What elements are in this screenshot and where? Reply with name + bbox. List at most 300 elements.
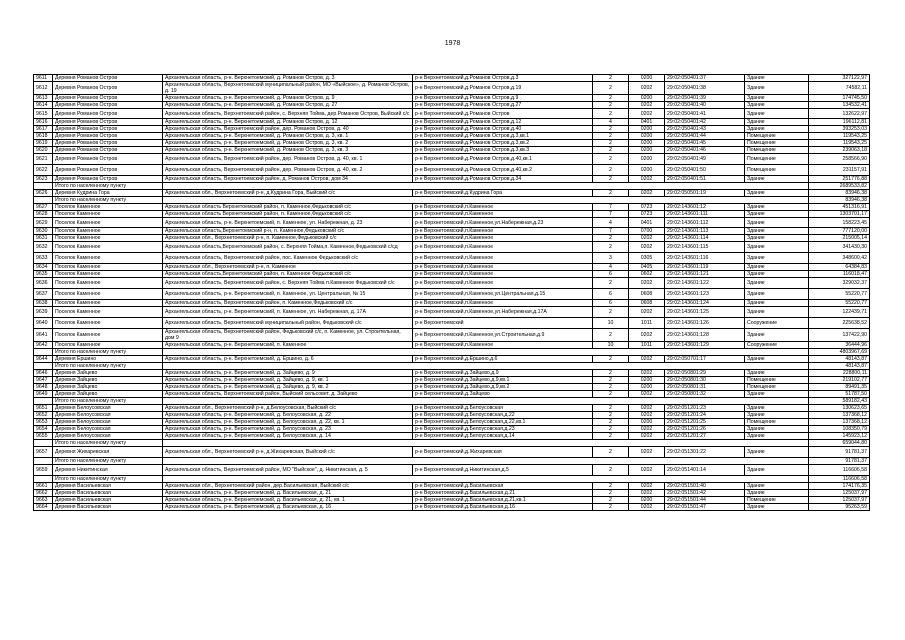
object-type: Помещение — [745, 377, 809, 384]
object-type: Помещение — [745, 154, 809, 165]
empty-cell — [163, 458, 809, 465]
full-address: Архангельская область, Верхнетоемский район, Выйский сельсовет, д. Зайцево — [163, 391, 413, 398]
table-row — [34, 147, 870, 154]
cadastral-value: 134532,41 — [809, 102, 870, 109]
full-address: Архангельская область, Верхнетоемский район, дер. Романов Остров, д. 40, кв. 1 — [163, 154, 413, 165]
cadastral-value: 55220,77 — [809, 300, 870, 307]
subgroup-code: 0202 — [629, 278, 665, 289]
locality-name: Деревня Кудрина Гора — [53, 190, 163, 197]
row-number: 9637 — [34, 289, 53, 300]
table-row — [34, 264, 870, 271]
subgroup-code: 0202 — [629, 412, 665, 419]
cadastral-value: 1303701,17 — [809, 211, 870, 218]
full-address: Архангельская область, р-н. Верхнетоемский, п. Каменное — [163, 342, 413, 349]
short-address: р-н Верхнетоемский,п.Каменное — [413, 278, 593, 289]
locality-name: Деревня Белоусовская — [53, 405, 163, 412]
row-number: 9634 — [34, 264, 53, 271]
table-row — [34, 490, 870, 497]
full-address: Архангельская область, Верхнетоемский район, дер. Романов Остров, д. 40 — [163, 126, 413, 133]
subgroup-code: 0202 — [629, 242, 665, 253]
table-row — [34, 218, 870, 228]
object-type: Здание — [745, 95, 809, 102]
cadastral-number: 29:02:143601:114 — [665, 235, 745, 242]
empty-cell — [34, 458, 53, 465]
object-type: Здание — [745, 82, 809, 95]
locality-name: Деревня Белоусовская — [53, 433, 163, 440]
table-row — [34, 95, 870, 102]
table-row — [34, 391, 870, 398]
subtotal-label: Итого по населенному пункту — [53, 476, 163, 483]
cadastral-value: 51787,50 — [809, 391, 870, 398]
row-number: 9651 — [34, 405, 53, 412]
cadastral-number: 29:02:051301:22 — [665, 447, 745, 458]
cadastral-number: 29:02:050401:44 — [665, 133, 745, 140]
subtotal-label: Итого по населенному пункту — [53, 440, 163, 447]
cadastral-number: 29:02:143601:112 — [665, 218, 745, 228]
locality-name: Деревня Васильевская — [53, 483, 163, 490]
cadastral-number: 29:02:143601:123 — [665, 289, 745, 300]
subgroup-code: 0200 — [629, 147, 665, 154]
object-type: Здание — [745, 218, 809, 228]
cadastral-value: 119543,25 — [809, 140, 870, 147]
short-address: р-н Верхнетоемский,д.Романов Остров,д.40,кв.1 — [413, 154, 593, 165]
object-type: Здание — [745, 126, 809, 133]
table-row — [34, 190, 870, 197]
short-address: р-н Верхнетоемский,д.Романов Остров,д.3,кв.2 — [413, 140, 593, 147]
object-type: Здание — [745, 412, 809, 419]
full-address: Архангельская область, р-н. Верхнетоемский, д. Зайцево, д. 9, кв. 1 — [163, 377, 413, 384]
short-address: р-н Верхнетоемский,д.Жихаревская — [413, 447, 593, 458]
table-row — [34, 133, 870, 140]
short-address: р-н Верхнетоемский,п.Каменное,ул.Набережная,д.17А — [413, 307, 593, 318]
object-type: Здание — [745, 102, 809, 109]
row-number: 9631 — [34, 235, 53, 242]
group-code: 4 — [593, 264, 629, 271]
cadastral-value: 130623,65 — [809, 405, 870, 412]
subgroup-code: 0200 — [629, 377, 665, 384]
page-number: 1978 — [444, 40, 461, 47]
locality-name: Поселок Каменное — [53, 242, 163, 253]
subtotal-label: Итого по населенному пункту — [53, 349, 163, 356]
locality-name: Деревня Жихаревская — [53, 447, 163, 458]
object-type: Помещение — [745, 140, 809, 147]
locality-name: Поселок Каменное — [53, 253, 163, 264]
object-type: Здание — [745, 504, 809, 511]
object-type: Здание — [745, 211, 809, 218]
subgroup-code: 0202 — [629, 370, 665, 377]
empty-cell — [34, 440, 53, 447]
row-number: 9657 — [34, 447, 53, 458]
empty-cell — [34, 398, 53, 405]
table-row — [34, 82, 870, 95]
group-code: 2 — [593, 490, 629, 497]
full-address: Архангельская область, р-н. Верхнетоемский, д. Романов Остров, д. 3, кв. 1 — [163, 133, 413, 140]
full-address: Архангельская обл., Верхнетоемский р-н, д.Белоусовская, Выйский с/с — [163, 405, 413, 412]
row-number: 9653 — [34, 419, 53, 426]
cadastral-value: 174176,35 — [809, 483, 870, 490]
short-address: р-н Верхнетоемский,д.Белоусовская,д.22 — [413, 412, 593, 419]
group-code: 2 — [593, 426, 629, 433]
short-address: р-н Верхнетоемский,д.Белоусовская,д.22,кв.1 — [413, 419, 593, 426]
full-address: Архангельская область,Верхнетоемский район, с. Верхняя Тойма,п. Каменное,Федьковский с/сд — [163, 242, 413, 253]
short-address: р-н Верхнетоемский,п.Каменное — [413, 271, 593, 278]
table-row — [34, 278, 870, 289]
locality-name: Деревня Васильевская — [53, 490, 163, 497]
cadastral-value: 48143,87 — [809, 356, 870, 363]
table-row — [34, 289, 870, 300]
short-address: р-н Верхнетоемский,д.Романов Остров,д.3,кв.3 — [413, 147, 593, 154]
subtotal-label: Итого по населенному пункту — [53, 458, 163, 465]
group-code: 7 — [593, 204, 629, 211]
object-type: Здание — [745, 405, 809, 412]
property-register-table — [33, 74, 870, 511]
object-type: Здание — [745, 426, 809, 433]
short-address: р-н Верхнетоемский,д.Романов Остров,д.3 — [413, 75, 593, 82]
table-row — [34, 109, 870, 119]
locality-name: Поселок Каменное — [53, 307, 163, 318]
empty-cell — [163, 197, 809, 204]
short-address: р-н Верхнетоемский,п.Каменное — [413, 253, 593, 264]
subtotal-label: Итого по населенному пункту — [53, 197, 163, 204]
table-row — [34, 370, 870, 377]
table-row — [34, 242, 870, 253]
full-address: Архангельская область, р-н. Верхнетоемский, д. Зайцево, д. 9, кв. 2 — [163, 384, 413, 391]
locality-name: Поселок Каменное — [53, 278, 163, 289]
cadastral-value: 125037,97 — [809, 490, 870, 497]
locality-name: Поселок Каменное — [53, 329, 163, 342]
group-code: 2 — [593, 465, 629, 476]
group-code: 2 — [593, 165, 629, 176]
subtotal-label: Итого по населенному пункту — [53, 363, 163, 370]
subgroup-code: 0202 — [629, 405, 665, 412]
full-address: Архангельская область, Верхнетоемский муниципальный район, МО «Выйское», д. Романов Остров, д. 19 — [163, 82, 413, 95]
subtotal-value: 91781,37 — [809, 458, 870, 465]
locality-name: Деревня Романов Остров — [53, 140, 163, 147]
subtotal-value: 48143,87 — [809, 363, 870, 370]
full-address: Архангельская область,Верхнетоемский район, п. Каменное Федьковский с/с — [163, 271, 413, 278]
group-code: 2 — [593, 504, 629, 511]
subgroup-code: 0202 — [629, 82, 665, 95]
table-row — [34, 253, 870, 264]
locality-name: Деревня Романов Остров — [53, 165, 163, 176]
full-address: Архангельская область, р-н. Верхнетоемский, д. Васильевская, д. 21, кв. 1 — [163, 497, 413, 504]
locality-name: Поселок Каменное — [53, 271, 163, 278]
cadastral-value: 196112,81 — [809, 119, 870, 126]
group-code: 2 — [593, 405, 629, 412]
group-code: 2 — [593, 82, 629, 95]
table-row — [34, 119, 870, 126]
subgroup-code: 0200 — [629, 133, 665, 140]
cadastral-value: 137368,12 — [809, 412, 870, 419]
cadastral-number: 29:02:050401:45 — [665, 140, 745, 147]
subgroup-code: 0401 — [629, 119, 665, 126]
cadastral-number: 29:02:051201:25 — [665, 419, 745, 426]
full-address: Архангельская обл., Верхнетоемский р-н, д.Кудрина Гора, Выйский с/с — [163, 190, 413, 197]
table-body — [34, 75, 870, 511]
full-address: Архангельская область, Верхнетоемский район, дер. Романов Остров, д. 40, кв. 2 — [163, 165, 413, 176]
table-row — [34, 271, 870, 278]
short-address: р-н Верхнетоемский,п.Каменное — [413, 204, 593, 211]
subgroup-code: 0202 — [629, 109, 665, 119]
empty-cell — [163, 398, 809, 405]
cadastral-number: 29:02:050401:37 — [665, 75, 745, 82]
table-row — [34, 235, 870, 242]
group-code: 2 — [593, 95, 629, 102]
locality-name: Деревня Романов Остров — [53, 75, 163, 82]
subgroup-code: 0608 — [629, 289, 665, 300]
locality-name: Деревня Романов Остров — [53, 95, 163, 102]
cadastral-value: 91781,37 — [809, 447, 870, 458]
full-address: Архангельская область, р-н. Верхнетоемский, д. Белоусовская, д. 22, кв. 1 — [163, 419, 413, 426]
cadastral-number: 29:02:143601:113 — [665, 228, 745, 235]
group-code: 4 — [593, 119, 629, 126]
row-number: 9655 — [34, 433, 53, 440]
row-number: 9611 — [34, 75, 53, 82]
subtotal-value: 659044,80 — [809, 440, 870, 447]
short-address: р-н Верхнетоемский,п.Каменное,ул.Строительная,д.9 — [413, 329, 593, 342]
cadastral-number: 29:02:143601:12 — [665, 204, 745, 211]
object-type: Помещение — [745, 419, 809, 426]
cadastral-value: 122439,71 — [809, 307, 870, 318]
cadastral-number: 29:02:051201:24 — [665, 412, 745, 419]
cadastral-number: 29:02:143601:126 — [665, 318, 745, 329]
object-type: Сооружение — [745, 318, 809, 329]
group-code: 2 — [593, 133, 629, 140]
subgroup-code: 1011 — [629, 318, 665, 329]
full-address: Архангельская область, Верхнетоемский район, Федьковский с/с, п. Каменное, ул. Строительная, дом 9 — [163, 329, 413, 342]
short-address: р-н Верхнетоемский,д.Васильевская,д.16 — [413, 504, 593, 511]
subgroup-code: 0202 — [629, 235, 665, 242]
cadastral-value: 225638,52 — [809, 318, 870, 329]
object-type: Здание — [745, 278, 809, 289]
full-address: Архангельская область, р-н. Верхнетоемский, д. Романов Остров, д. 27 — [163, 102, 413, 109]
cadastral-value: 777120,00 — [809, 228, 870, 235]
row-number: 9619 — [34, 140, 53, 147]
subgroup-code: 0200 — [629, 140, 665, 147]
subtotal-row — [34, 440, 870, 447]
full-address: Архангельская область, Верхнетоемский район, пос. Каменное Федьковский с/с — [163, 253, 413, 264]
table-row — [34, 433, 870, 440]
full-address: Архангельская область, Верхнетоемский район, с. Верхняя Тойма п.Каменное Федьковский с/с — [163, 278, 413, 289]
cadastral-number: 29:02:143601:116 — [665, 253, 745, 264]
subgroup-code: 0202 — [629, 426, 665, 433]
cadastral-value: 95263,59 — [809, 504, 870, 511]
empty-cell — [163, 349, 809, 356]
full-address: Архангельская область, Верхнетоемский район, п. Каменное,Федьковский с/с — [163, 300, 413, 307]
subgroup-code: 0200 — [629, 95, 665, 102]
locality-name: Деревня Белоусовская — [53, 426, 163, 433]
group-code: 2 — [593, 154, 629, 165]
cadastral-value: 393253,03 — [809, 126, 870, 133]
row-number: 9616 — [34, 119, 53, 126]
short-address: р-н Верхнетоемский,д.Зайцево,д.9,кв.2 — [413, 384, 593, 391]
table-row — [34, 102, 870, 109]
object-type: Здание — [745, 109, 809, 119]
object-type: Здание — [745, 370, 809, 377]
object-type: Здание — [745, 235, 809, 242]
cadastral-number: 29:02:050401:43 — [665, 126, 745, 133]
full-address: Архангельская область, р-н. Верхнетоемский, д. Зайцево, д. 9 — [163, 370, 413, 377]
locality-name: Деревня Романов Остров — [53, 126, 163, 133]
table-row — [34, 140, 870, 147]
cadastral-number: 29:02:143601:115 — [665, 242, 745, 253]
full-address: Архангельская область, р-н. Верхнетоемский, д. Романов Остров, д. 9 — [163, 95, 413, 102]
full-address: Архангельская область, р-н. Верхнетоемский, д. Романов Остров, д. 3 — [163, 75, 413, 82]
cadastral-value: 327122,97 — [809, 75, 870, 82]
group-code: 2 — [593, 419, 629, 426]
table-row — [34, 405, 870, 412]
full-address: Архангельская обл., Верхнетоемский р-н, п. Каменное,Федьковский с/с — [163, 235, 413, 242]
locality-name: Деревня Белоусовская — [53, 419, 163, 426]
short-address: р-н Верхнетоемский,п.Каменное — [413, 235, 593, 242]
subgroup-code: 0200 — [629, 384, 665, 391]
object-type: Здание — [745, 264, 809, 271]
group-code: 2 — [593, 307, 629, 318]
locality-name: Поселок Каменное — [53, 228, 163, 235]
locality-name: Деревня Васильевская — [53, 497, 163, 504]
table-row — [34, 126, 870, 133]
row-number: 9617 — [34, 126, 53, 133]
cadastral-value: 258566,90 — [809, 154, 870, 165]
table-row — [34, 483, 870, 490]
full-address: Архангельская область, р-н. Верхнетоемский, п. Каменное, ул. Набережная, д. 23 — [163, 218, 413, 228]
table-row — [34, 307, 870, 318]
subgroup-code: 0202 — [629, 490, 665, 497]
short-address: р-н Верхнетоемский,д.Васильевская — [413, 483, 593, 490]
group-code: 3 — [593, 253, 629, 264]
row-number: 9615 — [34, 109, 53, 119]
cadastral-value: 125037,97 — [809, 497, 870, 504]
row-number: 9644 — [34, 356, 53, 363]
subtotal-row — [34, 398, 870, 405]
group-code: 2 — [593, 329, 629, 342]
table-row — [34, 228, 870, 235]
full-address: Архангельская область, р-н. Верхнетоемский, п. Каменное, ул. Центральная, № 15 — [163, 289, 413, 300]
group-code: 7 — [593, 228, 629, 235]
group-code: 2 — [593, 412, 629, 419]
subgroup-code: 0200 — [629, 419, 665, 426]
subgroup-code: 0202 — [629, 176, 665, 183]
object-type: Здание — [745, 447, 809, 458]
table-row — [34, 412, 870, 419]
table-row — [34, 447, 870, 458]
group-code: 6 — [593, 271, 629, 278]
table-row — [34, 154, 870, 165]
subtotal-row — [34, 363, 870, 370]
row-number: 9621 — [34, 154, 53, 165]
table-row — [34, 204, 870, 211]
locality-name: Поселок Каменное — [53, 218, 163, 228]
subgroup-code: 0202 — [629, 447, 665, 458]
cadastral-number: 29:02:051201:26 — [665, 426, 745, 433]
cadastral-value: 341430,30 — [809, 242, 870, 253]
object-type: Здание — [745, 300, 809, 307]
group-code: 2 — [593, 391, 629, 398]
cadastral-value: 451316,91 — [809, 204, 870, 211]
full-address: Архангельская область, р-н. Верхнетоемский, д. Белоусовская, д. 14 — [163, 433, 413, 440]
row-number: 9630 — [34, 228, 53, 235]
locality-name: Деревня Зайцево — [53, 377, 163, 384]
subgroup-code: 0202 — [629, 190, 665, 197]
row-number: 9613 — [34, 95, 53, 102]
subgroup-code: 0202 — [629, 504, 665, 511]
cadastral-value: 329032,37 — [809, 278, 870, 289]
subtotal-value: 116606,58 — [809, 476, 870, 483]
locality-name: Деревня Зайцево — [53, 391, 163, 398]
object-type: Здание — [745, 329, 809, 342]
subgroup-code: 0202 — [629, 465, 665, 476]
short-address: р-н Верхнетоемский,д.Романов Остров,д.12 — [413, 119, 593, 126]
object-type: Помещение — [745, 147, 809, 154]
cadastral-number: 29:02:050401:42 — [665, 119, 745, 126]
short-address: р-н Верхнетоемский,д.Белоусовская,д.23 — [413, 426, 593, 433]
subgroup-code: 0200 — [629, 497, 665, 504]
row-number: 9659 — [34, 465, 53, 476]
full-address: Архангельская область, р-н. Верхнетоемский, д. Романов Остров, д. 3, кв. 3 — [163, 147, 413, 154]
empty-cell — [34, 197, 53, 204]
full-address: Архангельская область,Верхнетоемский р-н, п. Каменное,Федьковский с/с — [163, 228, 413, 235]
group-code: 2 — [593, 497, 629, 504]
full-address: Архангельская область, Верхнетоемский район, МО "Выйское", д. Никитинская, д. 5 — [163, 465, 413, 476]
group-code: 2 — [593, 242, 629, 253]
subgroup-code: 0723 — [629, 211, 665, 218]
cadastral-number: 29:02:143601:111 — [665, 211, 745, 218]
empty-cell — [34, 363, 53, 370]
table-row — [34, 165, 870, 176]
row-number: 9627 — [34, 204, 53, 211]
full-address: Архангельская область, р-н. Верхнетоемский, д. Васильевская, д. 21 — [163, 490, 413, 497]
cadastral-value: 251776,88 — [809, 176, 870, 183]
cadastral-number: 29:02:143601:129 — [665, 342, 745, 349]
short-address: р-н Верхнетоемский — [413, 318, 593, 329]
object-type: Здание — [745, 253, 809, 264]
locality-name: Поселок Каменное — [53, 289, 163, 300]
table-row — [34, 342, 870, 349]
object-type: Здание — [745, 391, 809, 398]
cadastral-value: 348600,42 — [809, 253, 870, 264]
subgroup-code: 0305 — [629, 253, 665, 264]
object-type: Здание — [745, 289, 809, 300]
cadastral-number: 29:02:050401:39 — [665, 95, 745, 102]
subgroup-code: 0405 — [629, 264, 665, 271]
short-address: р-н Верхнетоемский,д.Романов Остров,д.9 — [413, 95, 593, 102]
table-row — [34, 465, 870, 476]
object-type: Здание — [745, 490, 809, 497]
short-address: р-н Верхнетоемский,п.Каменное — [413, 242, 593, 253]
subgroup-code: 0202 — [629, 391, 665, 398]
cadastral-number: 29:02:143601:125 — [665, 307, 745, 318]
empty-cell — [34, 183, 53, 190]
short-address: р-н Верхнетоемский,д.Романов Остров,д.19 — [413, 82, 593, 95]
locality-name: Поселок Каменное — [53, 300, 163, 307]
empty-cell — [163, 440, 809, 447]
cadastral-value: 145923,12 — [809, 433, 870, 440]
subgroup-code: 0202 — [629, 483, 665, 490]
object-type: Помещение — [745, 165, 809, 176]
group-code: 2 — [593, 102, 629, 109]
cadastral-number: 29:02:143601:124 — [665, 300, 745, 307]
cadastral-value: 119543,25 — [809, 133, 870, 140]
table-row — [34, 318, 870, 329]
locality-name: Деревня Зайцево — [53, 384, 163, 391]
row-number: 9642 — [34, 342, 53, 349]
object-type: Здание — [745, 242, 809, 253]
group-code: 2 — [593, 75, 629, 82]
subgroup-code: 0202 — [629, 102, 665, 109]
group-code: 2 — [593, 147, 629, 154]
cadastral-value: 215005,14 — [809, 235, 870, 242]
full-address: Архангельская область Верхнетоемский район, п. Каменное,Федьковский с/с — [163, 204, 413, 211]
